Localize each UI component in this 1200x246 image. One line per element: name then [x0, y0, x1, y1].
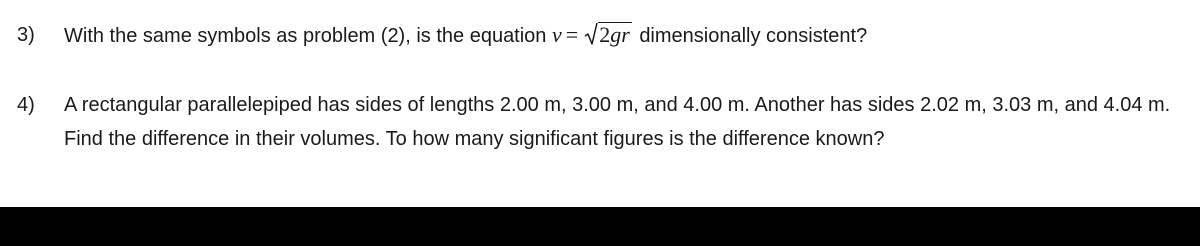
- black-band: [0, 207, 1200, 246]
- problem-text: [64, 18, 1184, 53]
- problem-number: 3): [17, 24, 35, 46]
- problem-number: 4): [17, 94, 35, 116]
- radical-sign-icon: [584, 22, 598, 46]
- equation-sign: =: [565, 22, 579, 47]
- question-text-start: With the same symbols as problem (2), is the equation: [64, 25, 547, 47]
- equation-lhs: v: [552, 22, 562, 47]
- square-root-expression: [584, 19, 632, 53]
- radicand: [598, 22, 632, 47]
- question-text-end: dimensionally consistent?: [639, 25, 868, 47]
- radicand-coefficient: 2: [599, 22, 611, 47]
- radicand-variables: gr: [610, 22, 630, 47]
- problem-text: A rectangular parallelepiped has sides of lengths 2.00 m, 3.00 m, and 4.00 m. Another has sides 2.02 m, 3.03 m, and 4.04 m. Find the difference in their volumes. To how many significant figures is the difference known?: [64, 94, 1171, 150]
